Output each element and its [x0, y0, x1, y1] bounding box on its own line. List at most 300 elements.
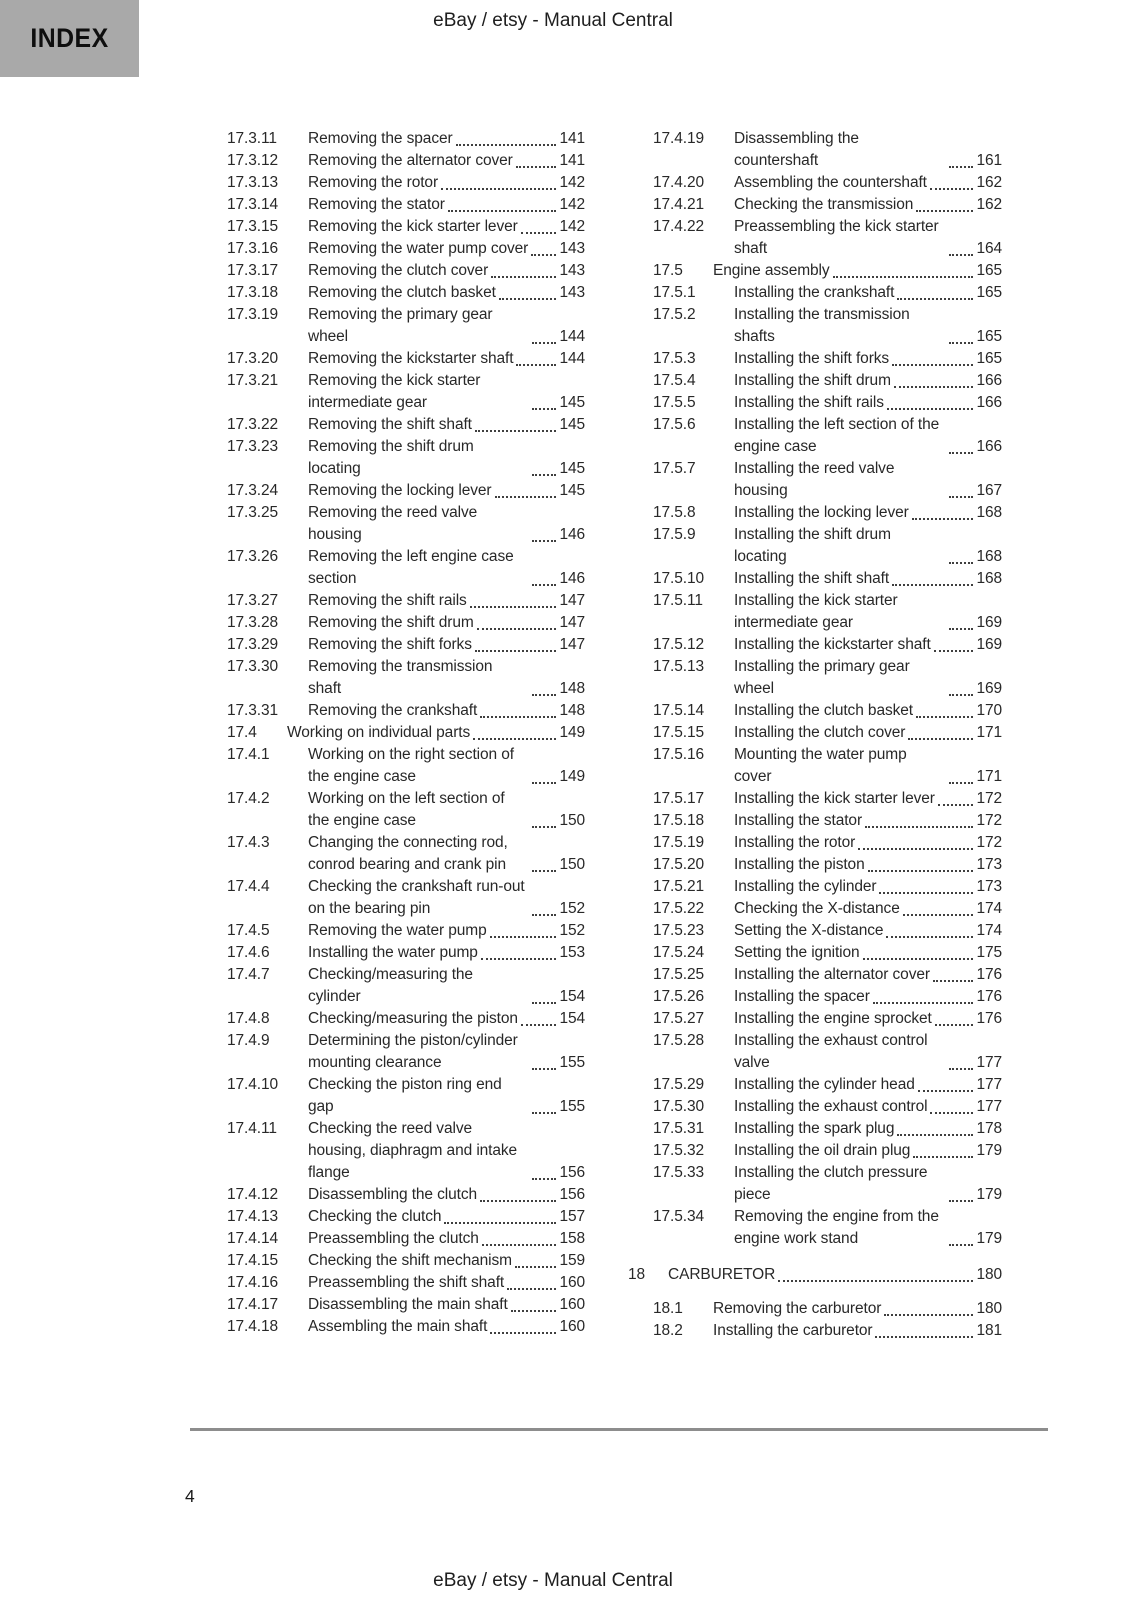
toc-entry-number: 17.3.30 [227, 658, 279, 675]
toc-entry-page: 156 [559, 1164, 585, 1181]
toc-entry [202, 656, 585, 700]
toc-entry-title: Checking the piston ring end gap [308, 1076, 502, 1115]
toc-entry-number: 17.4.2 [227, 790, 270, 807]
toc-entry-title: Installing the primary gear wheel [734, 658, 910, 697]
toc-entry [202, 942, 585, 964]
toc-entry-title: Installing the spark plug [734, 1120, 895, 1137]
toc-entry-page: 143 [559, 240, 585, 257]
toc-entry [202, 590, 585, 612]
dot-leader [879, 892, 973, 894]
toc-entry [628, 128, 1002, 172]
toc-entry-title: Mounting the water pump cover [734, 746, 907, 785]
toc-entry [628, 898, 1002, 920]
toc-entry [628, 260, 1002, 282]
dot-leader [532, 1002, 556, 1004]
toc-entry-page: 152 [559, 922, 585, 939]
toc-entry-page: 166 [976, 394, 1002, 411]
toc-entry-number: 17.5.12 [653, 636, 705, 653]
toc-entry-title: Installing the rotor [734, 834, 856, 851]
toc-entry [202, 238, 585, 260]
toc-entry-page: 167 [976, 482, 1002, 499]
dot-leader [949, 452, 973, 454]
toc-entry-number: 17.5.34 [653, 1208, 705, 1225]
dot-leader [949, 694, 973, 696]
toc-entry-page: 165 [976, 328, 1002, 345]
dot-leader [873, 1002, 974, 1004]
dot-leader [934, 650, 974, 652]
dot-leader [532, 914, 556, 916]
toc-entry-number: 17.5.1 [653, 284, 696, 301]
toc-entry [628, 964, 1002, 986]
toc-entry [628, 216, 1002, 260]
toc-entry-title: Preassembling the clutch [308, 1230, 479, 1247]
toc-entry-title: Removing the alternator cover [308, 152, 513, 169]
dot-leader [532, 870, 556, 872]
toc-entry-title: Installing the kickstarter shaft [734, 636, 931, 653]
toc-entry-page: 147 [559, 592, 585, 609]
toc-entry [628, 414, 1002, 458]
dot-leader [949, 1200, 973, 1202]
toc-entry-number: 17.5.9 [653, 526, 696, 543]
toc-entry-title: Installing the clutch basket [734, 702, 913, 719]
toc-entry-page: 143 [559, 262, 585, 279]
toc-entry-number: 17.5.5 [653, 394, 696, 411]
toc-entry-title: Installing the engine sprocket [734, 1010, 932, 1027]
toc-entry-title: Installing the oil drain plug [734, 1142, 911, 1159]
toc-entry [202, 370, 585, 414]
dot-leader [913, 1156, 973, 1158]
toc-entry-page: 143 [559, 284, 585, 301]
toc-entry-title: Installing the locking lever [734, 504, 909, 521]
toc-entry-title: Disassembling the clutch [308, 1186, 478, 1203]
toc-entry-page: 179 [976, 1186, 1002, 1203]
toc-entry [628, 1206, 1002, 1250]
toc-entry-page: 155 [559, 1054, 585, 1071]
toc-entry-number: 17.5.23 [653, 922, 705, 939]
toc-entry [202, 216, 585, 238]
dot-leader [949, 562, 973, 564]
toc-entry-number: 17.4.22 [653, 218, 705, 235]
toc-entry [628, 392, 1002, 414]
toc-entry-number: 17.3.26 [227, 548, 279, 565]
dot-leader [532, 782, 556, 784]
dot-leader [949, 342, 973, 344]
toc-entry [202, 282, 585, 304]
dot-leader [448, 210, 557, 212]
toc-entry-number: 17.4.3 [227, 834, 270, 851]
toc-entry-number: 17.4.10 [227, 1076, 279, 1093]
toc-entry-page: 145 [559, 460, 585, 477]
dot-leader [884, 1314, 973, 1316]
dot-leader [532, 1178, 556, 1180]
toc-entry [628, 942, 1002, 964]
toc-entry-page: 172 [976, 812, 1002, 829]
dot-leader [916, 716, 973, 718]
toc-entry-page: 144 [559, 350, 585, 367]
toc-entry [628, 304, 1002, 348]
toc-entry-title: Determining the piston/cylinder mounting clearance [308, 1032, 518, 1071]
toc-entry-title: Removing the kickstarter shaft [308, 350, 514, 367]
toc-entry-title: Installing the shift drum locating [734, 526, 891, 565]
toc-entry [202, 1118, 585, 1184]
toc-entry-title: Removing the water pump cover [308, 240, 529, 257]
toc-entry-page: 179 [976, 1142, 1002, 1159]
toc-entry-page: 175 [976, 944, 1002, 961]
dot-leader [495, 496, 557, 498]
toc-entry [628, 1320, 1002, 1342]
toc-entry-title: Disassembling the main shaft [308, 1296, 508, 1313]
toc-entry-number: 17.5.17 [653, 790, 705, 807]
toc-entry-page: 174 [976, 900, 1002, 917]
toc-entry-number: 17.3.24 [227, 482, 279, 499]
toc-entry-page: 165 [976, 350, 1002, 367]
toc-entry-title: Installing the shift drum [734, 372, 891, 389]
dot-leader [441, 188, 556, 190]
toc-entry-number: 17.4.19 [653, 130, 705, 147]
toc-entry [628, 1118, 1002, 1140]
toc-entry [202, 348, 585, 370]
dot-leader [531, 254, 556, 256]
toc-entry [628, 1008, 1002, 1030]
toc-entry-number: 17.3.22 [227, 416, 279, 433]
dot-leader [532, 474, 556, 476]
dot-leader [532, 540, 556, 542]
toc-entry-number: 17.5.15 [653, 724, 705, 741]
toc-entry-number: 17.5.18 [653, 812, 705, 829]
toc-entry-number: 17.5.8 [653, 504, 696, 521]
toc-entry [628, 722, 1002, 744]
toc-entry [202, 832, 585, 876]
toc-entry-page: 176 [976, 1010, 1002, 1027]
toc-entry-title: Working on the left section of the engine case [308, 790, 505, 829]
dot-leader [532, 584, 556, 586]
toc-entry-page: 154 [559, 1010, 585, 1027]
dot-leader [532, 694, 556, 696]
toc-entry-title: Removing the shift rails [308, 592, 467, 609]
toc-entry-title: Removing the crankshaft [308, 702, 478, 719]
toc-entry [628, 194, 1002, 216]
toc-entry-page: 144 [559, 328, 585, 345]
toc-entry-title: Removing the stator [308, 196, 445, 213]
dot-leader [499, 298, 557, 300]
toc-entry-number: 17.5.7 [653, 460, 696, 477]
toc-entry-page: 169 [976, 614, 1002, 631]
toc-entry-number: 17.4.15 [227, 1252, 279, 1269]
toc-entry-page: 152 [559, 900, 585, 917]
dot-leader [480, 1200, 556, 1202]
toc-entry [202, 150, 585, 172]
toc-entry-title: Checking the shift mechanism [308, 1252, 512, 1269]
toc-entry-number: 17.5.24 [653, 944, 705, 961]
toc-entry-number: 17.4.7 [227, 966, 270, 983]
dot-leader [532, 408, 556, 410]
toc-entry-number: 17.4.8 [227, 1010, 270, 1027]
toc-entry [628, 986, 1002, 1008]
toc-entry-page: 147 [559, 636, 585, 653]
dot-leader [507, 1288, 556, 1290]
toc-entry-page: 177 [976, 1076, 1002, 1093]
toc-entry [628, 370, 1002, 392]
dot-leader [521, 1024, 557, 1026]
toc-entry-title: Checking the reed valve housing, diaphragm and intake flange [308, 1120, 518, 1181]
toc-entry-page: 171 [976, 724, 1002, 741]
toc-entry-number: 17.3.11 [227, 130, 277, 147]
toc-entry-title: Assembling the main shaft [308, 1318, 488, 1335]
dot-leader [949, 782, 973, 784]
toc-entry-page: 146 [559, 526, 585, 543]
dot-leader [833, 276, 974, 278]
toc-entry-number: 17.5.16 [653, 746, 705, 763]
toc-entry-page: 170 [976, 702, 1002, 719]
toc-entry-number: 17.3.12 [227, 152, 279, 169]
footer-divider [190, 1428, 1048, 1431]
toc-entry-title: Installing the exhaust control [734, 1098, 928, 1115]
toc-entry-title: Working on the right section of the engine case [308, 746, 514, 785]
toc-entry-number: 17.4.14 [227, 1230, 279, 1247]
toc-entry-number: 17.4.11 [227, 1120, 277, 1137]
dot-leader [894, 386, 974, 388]
toc-entry-page: 171 [976, 768, 1002, 785]
toc-entry-number: 18.1 [653, 1300, 683, 1317]
toc-entry-number: 17.5.11 [653, 592, 703, 609]
toc-entry-page: 178 [976, 1120, 1002, 1137]
toc-entry-title: Removing the locking lever [308, 482, 492, 499]
dot-leader [532, 1112, 556, 1114]
toc-entry-page: 156 [559, 1186, 585, 1203]
dot-leader [863, 958, 974, 960]
toc-entry-number: 17.4.16 [227, 1274, 279, 1291]
toc-entry [202, 1272, 585, 1294]
toc-entry-title: Installing the water pump [308, 944, 478, 961]
toc-entry-number: 17.5.3 [653, 350, 696, 367]
toc-entry [202, 1184, 585, 1206]
toc-entry-page: 141 [559, 152, 585, 169]
dot-leader [516, 364, 556, 366]
dot-leader [475, 650, 557, 652]
toc-entry-number: 17.3.18 [227, 284, 279, 301]
toc-entry-number: 17.5.28 [653, 1032, 705, 1049]
toc-entry-page: 153 [559, 944, 585, 961]
toc-entry-number: 17.3.20 [227, 350, 279, 367]
toc-entry-title: Removing the shift drum [308, 614, 474, 631]
toc-entry [202, 788, 585, 832]
toc-entry-number: 17.4.18 [227, 1318, 279, 1335]
toc-entry-title: Removing the kick starter intermediate gear [308, 372, 481, 411]
toc-entry [202, 172, 585, 194]
dot-leader [778, 1280, 973, 1282]
toc-entry [202, 1250, 585, 1272]
header-title: eBay / etsy - Manual Central [433, 10, 673, 31]
toc-entry-page: 154 [559, 988, 585, 1005]
toc-entry [202, 700, 585, 722]
toc-entry-page: 142 [559, 174, 585, 191]
toc-entry-number: 17.5.14 [653, 702, 705, 719]
toc-entry-number: 17.3.23 [227, 438, 279, 455]
dot-leader [949, 1068, 973, 1070]
toc-entry-title: Removing the clutch basket [308, 284, 496, 301]
dot-leader [949, 1244, 973, 1246]
toc-entry-page: 172 [976, 834, 1002, 851]
dot-leader [887, 408, 974, 410]
toc-entry-title: Installing the carburetor [713, 1322, 873, 1339]
toc-entry-page: 145 [559, 394, 585, 411]
toc-entry-page: 160 [559, 1296, 585, 1313]
toc-entry-number: 17.3.25 [227, 504, 279, 521]
toc-entry-number: 17.5.20 [653, 856, 705, 873]
toc-entry [202, 744, 585, 788]
toc-entry-title: Removing the water pump [308, 922, 487, 939]
toc-entry-number: 17.3.27 [227, 592, 279, 609]
dot-leader [949, 628, 973, 630]
dot-leader [892, 584, 973, 586]
toc-entry [628, 590, 1002, 634]
toc-entry-title: Installing the shift shaft [734, 570, 890, 587]
toc-entry [628, 1096, 1002, 1118]
toc-entry-title: Removing the clutch cover [308, 262, 489, 279]
dot-leader [916, 210, 973, 212]
toc-entry-title: Installing the transmission shafts [734, 306, 910, 345]
toc-entry-title: Removing the engine from the engine work stand [734, 1208, 939, 1247]
dot-leader [481, 958, 557, 960]
toc-entry-title: Setting the ignition [734, 944, 860, 961]
toc-entry-number: 17.5 [653, 262, 683, 279]
toc-entry-number: 17.5.6 [653, 416, 696, 433]
toc-entry-page: 180 [976, 1300, 1002, 1317]
toc-entry-page: 147 [559, 614, 585, 631]
toc-entry [202, 414, 585, 436]
toc-entry-page: 177 [976, 1054, 1002, 1071]
dot-leader [897, 298, 973, 300]
toc-entry-title: Installing the kick starter intermediate gear [734, 592, 898, 631]
toc-entry-page: 173 [976, 878, 1002, 895]
toc-entry [202, 128, 585, 150]
dot-leader [490, 1332, 556, 1334]
toc-entry-page: 168 [976, 504, 1002, 521]
toc-entry-title: Installing the cylinder [734, 878, 877, 895]
toc-entry-title: Installing the clutch pressure piece [734, 1164, 928, 1203]
toc-entry-number: 17.4.17 [227, 1296, 279, 1313]
toc-entry-page: 148 [559, 702, 585, 719]
toc-entry-number: 17.5.29 [653, 1076, 705, 1093]
toc-entry [202, 304, 585, 348]
dot-leader [935, 1024, 974, 1026]
toc-entry-title: CARBURETOR [668, 1266, 776, 1283]
toc-entry-number: 17.4.21 [653, 196, 705, 213]
dot-leader [477, 628, 557, 630]
dot-leader [480, 716, 556, 718]
dot-leader [532, 1068, 556, 1070]
toc-entry-number: 17.5.25 [653, 966, 705, 983]
toc-entry [202, 634, 585, 656]
toc-entry-number: 17.5.4 [653, 372, 696, 389]
footer-title: eBay / etsy - Manual Central [433, 1570, 673, 1591]
dot-leader [897, 1134, 973, 1136]
toc-entry [628, 458, 1002, 502]
toc-entry-title: Installing the spacer [734, 988, 870, 1005]
toc-entry [202, 612, 585, 634]
toc-entry [628, 1298, 1002, 1320]
toc-entry-number: 17.4.9 [227, 1032, 270, 1049]
dot-leader [515, 1266, 556, 1268]
toc-entry-number: 17.3.28 [227, 614, 279, 631]
toc-entry-title: Changing the connecting rod, conrod bearing and crank pin [308, 834, 508, 873]
toc-entry [202, 546, 585, 590]
toc-entry-number: 18 [628, 1266, 646, 1283]
toc-entry-title: Setting the X-distance [734, 922, 884, 939]
dot-leader [865, 826, 973, 828]
toc-entry-page: 161 [976, 152, 1002, 169]
toc-entry [628, 1162, 1002, 1206]
dot-leader [903, 914, 974, 916]
toc-entry [628, 502, 1002, 524]
toc-entry-page: 177 [976, 1098, 1002, 1115]
toc-entry-number: 17.5.27 [653, 1010, 705, 1027]
toc-entry [628, 282, 1002, 304]
dot-leader [868, 870, 974, 872]
toc-entry-page: 166 [976, 438, 1002, 455]
toc-entry [628, 172, 1002, 194]
toc-entry-page: 146 [559, 570, 585, 587]
toc-entry-page: 168 [976, 548, 1002, 565]
toc-entry-page: 157 [559, 1208, 585, 1225]
dot-leader [858, 848, 973, 850]
toc-entry-number: 17.3.21 [227, 372, 279, 389]
toc-entry [628, 1074, 1002, 1096]
toc-entry-number: 18.2 [653, 1322, 683, 1339]
dot-leader [532, 826, 556, 828]
toc-entry-page: 176 [976, 966, 1002, 983]
dot-leader [875, 1336, 973, 1338]
toc-entry-title: Installing the exhaust control valve [734, 1032, 928, 1071]
toc-entry [202, 1074, 585, 1118]
toc-entry-title: Checking the crankshaft run-out on the bearing pin [308, 878, 525, 917]
toc-entry-number: 17.5.32 [653, 1142, 705, 1159]
toc-entry-number: 17.5.19 [653, 834, 705, 851]
toc-entry-title: Checking the X-distance [734, 900, 900, 917]
dot-leader [521, 232, 557, 234]
toc-entry-number: 17.5.26 [653, 988, 705, 1005]
toc-entry [202, 260, 585, 282]
dot-leader [470, 606, 557, 608]
toc-entry-page: 174 [976, 922, 1002, 939]
dot-leader [456, 144, 557, 146]
toc-entry-page: 173 [976, 856, 1002, 873]
toc-entry-title: Checking/measuring the piston [308, 1010, 518, 1027]
toc-entry-number: 17.4.13 [227, 1208, 279, 1225]
toc-entry-page: 181 [976, 1322, 1002, 1339]
toc-entry-title: Installing the cylinder head [734, 1076, 915, 1093]
toc-entry [628, 348, 1002, 370]
toc-entry-page: 169 [976, 636, 1002, 653]
toc-entry-page: 162 [976, 174, 1002, 191]
toc-entry-number: 17.5.33 [653, 1164, 705, 1181]
toc-entry-number: 17.3.15 [227, 218, 279, 235]
toc-entry-page: 165 [976, 262, 1002, 279]
toc-entry [628, 656, 1002, 700]
toc-entry-number: 17.3.14 [227, 196, 279, 213]
dot-leader [912, 518, 974, 520]
toc-entry-title: Installing the shift forks [734, 350, 890, 367]
toc-entry [628, 788, 1002, 810]
toc-entry [202, 920, 585, 942]
toc-entry [628, 744, 1002, 788]
toc-entry-number: 17.5.22 [653, 900, 705, 917]
toc-entry [202, 1008, 585, 1030]
toc-entry-title: Removing the carburetor [713, 1300, 882, 1317]
toc-entry [202, 1228, 585, 1250]
toc-entry-title: Removing the spacer [308, 130, 453, 147]
toc-entry-page: 162 [976, 196, 1002, 213]
